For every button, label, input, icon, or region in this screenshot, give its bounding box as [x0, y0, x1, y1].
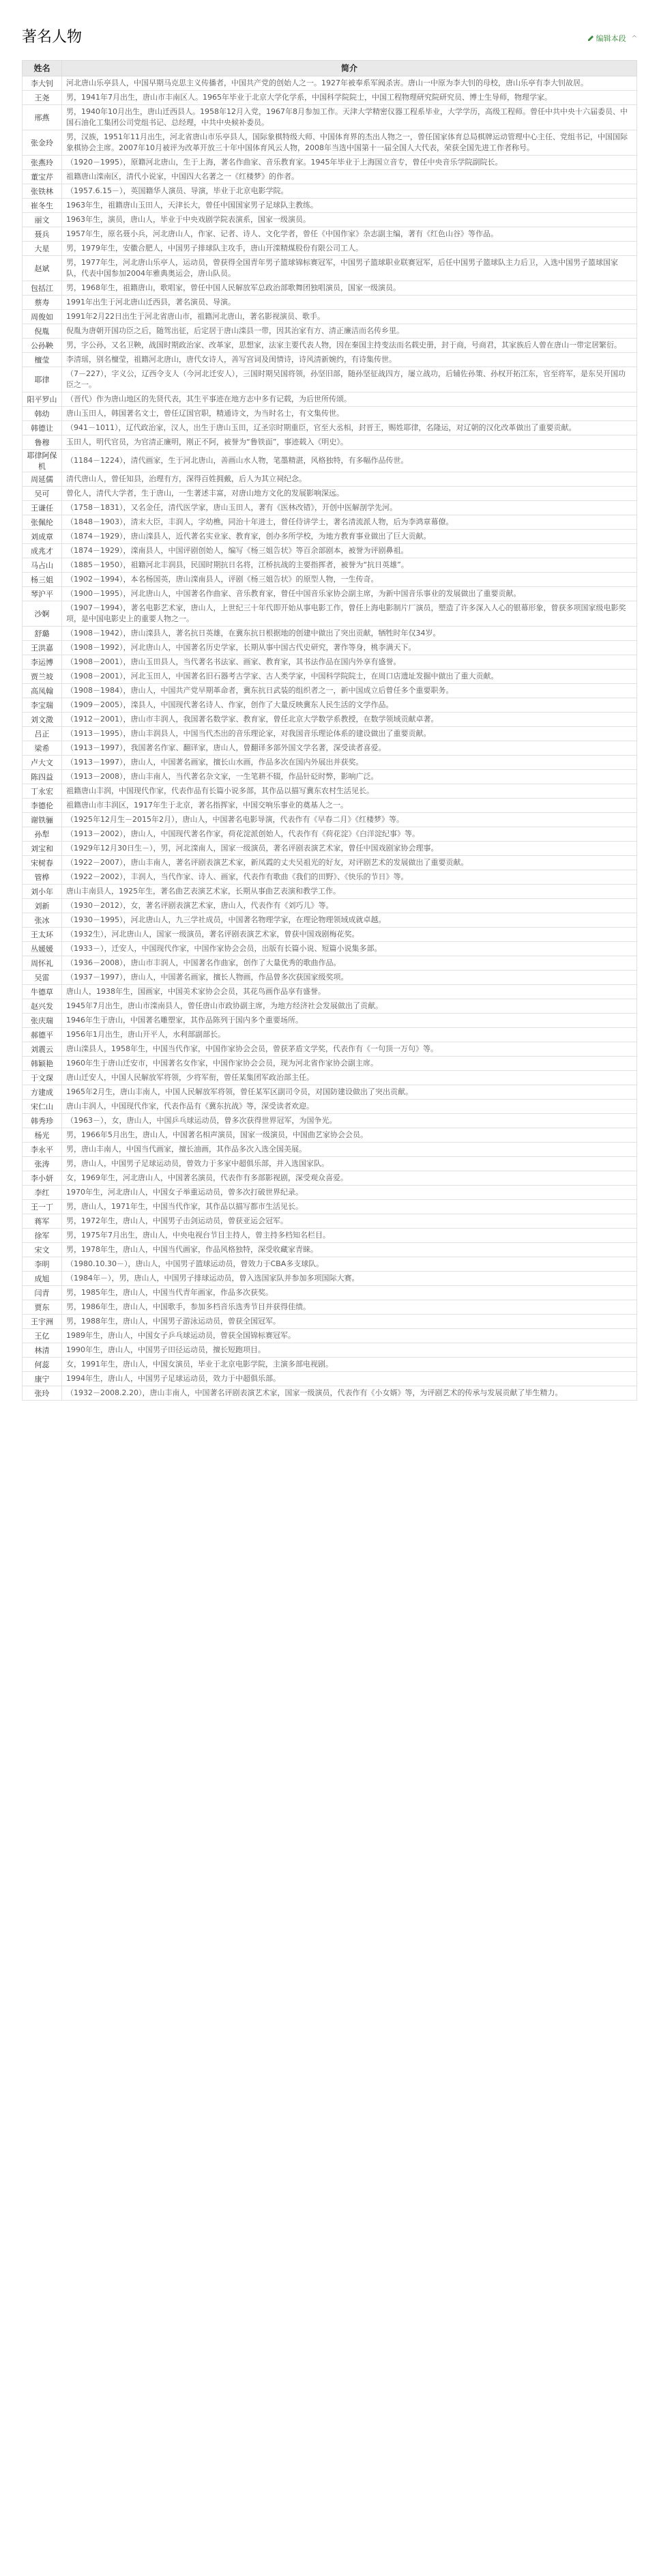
- person-description: 1991年出生于河北唐山迁西县，著名演员、导演。: [62, 296, 637, 310]
- person-description: 1965年2月生，唐山丰南人，中国人民解放军将领，曾任某军区副司令员，对国防建设做出了突出贡献。: [62, 1085, 637, 1100]
- person-description: 男，汉族，1951年11月出生，河北省唐山市乐亭县人，国际象棋特级大师、中国体育界的杰出人物之一，曾任国家体育总局棋牌运动管理中心主任、党组书记，中国国际象棋协会主席。2007年10月被评为改革开放三十年中国体育风云人物，2008年当选中国第十一届全国人大代表，荣获全国先进工作者称号。: [62, 130, 637, 156]
- table-row: [23, 1343, 637, 1358]
- person-description: （1930－1995），河北唐山人，九三学社成员，中国著名物理学家，在理论物理领域成就卓越。: [62, 913, 637, 928]
- person-name: 公孙鞅: [23, 339, 62, 353]
- person-name: 成旭: [23, 1272, 62, 1286]
- person-description: （1885－1950），祖籍河北丰润县，民国时期抗日名将，江桥抗战的主要指挥者，被誉为“抗日英雄”。: [62, 558, 637, 573]
- table-row: [23, 670, 637, 684]
- person-name: 王宇洲: [23, 1315, 62, 1329]
- table-row: [23, 105, 637, 130]
- person-description: 1946年生于唐山，中国著名雕塑家，其作品陈列于国内多个重要场所。: [62, 1014, 637, 1028]
- person-name: 方建成: [23, 1085, 62, 1100]
- person-name: 李明: [23, 1257, 62, 1272]
- table-row: [23, 435, 637, 450]
- person-name: 周俊如: [23, 310, 62, 324]
- person-description: （1908－1992），河北唐山人，中国著名历史学家，长期从事中国古代史研究，著作等身，桃李满天下。: [62, 641, 637, 655]
- person-description: （1908－1942），唐山滦县人，著名抗日英雄，在冀东抗日根据地的创建中做出了突出贡献，牺牲时年仅34岁。: [62, 627, 637, 641]
- table-row: [23, 698, 637, 713]
- person-name: 刘震云: [23, 1042, 62, 1057]
- person-description: 男，字公孙，又名卫鞅，战国时期政治家、改革家，思想家，法家主要代表人物，因在秦国主持变法而名载史册，封于商，号商君，其家族后人曾在唐山一带定居繁衍。: [62, 339, 637, 353]
- table-row: [23, 813, 637, 827]
- table-row: [23, 1300, 637, 1315]
- person-name: 刘新: [23, 899, 62, 913]
- person-description: （1900－1995），河北唐山人，中国著名作曲家、音乐教育家，曾任中国音乐家协会副主席，为新中国音乐事业的发展做出了重要贡献。: [62, 587, 637, 601]
- person-description: 女，1991年生，唐山人，中国女演员，毕业于北京电影学院，主演多部电视剧。: [62, 1358, 637, 1372]
- person-description: （1902－1994），本名杨国英，唐山滦南县人，评剧《杨三姐告状》的原型人物，一生传奇。: [62, 573, 637, 587]
- person-name: 马占山: [23, 558, 62, 573]
- section-title: 著名人物: [22, 29, 83, 46]
- table-row: [23, 1171, 637, 1186]
- person-description: 1963年生，演员，唐山人，毕业于中央戏剧学院表演系，国家一级演员。: [62, 213, 637, 227]
- person-name: 琴沪平: [23, 587, 62, 601]
- table-row: [23, 544, 637, 558]
- person-description: 男，唐山丰南人，中国当代画家，擅长油画，其作品多次入选全国美展。: [62, 1143, 637, 1157]
- person-description: 1991年2月22日出生于河北省唐山市，祖籍河北唐山，著名影视演员、歌手。: [62, 310, 637, 324]
- table-row: [23, 339, 637, 353]
- person-name: 丁永宏: [23, 784, 62, 799]
- person-description: （7－227），字义公，辽西令支人（今河北迁安人），三国时期吴国将领，孙坚旧部，随孙坚征战四方，屡立战功，后辅佐孙策、孙权开拓江东，官至将军，是东吴开国功臣之一。: [62, 367, 637, 392]
- person-name: 杨三姐: [23, 573, 62, 587]
- table-row: [23, 472, 637, 487]
- person-description: （1937－1997），唐山人，中国著名画家，擅长人物画，作品曾多次获国家级奖项。: [62, 971, 637, 985]
- table-row: [23, 367, 637, 392]
- person-name: 李红: [23, 1186, 62, 1200]
- person-name: 韩德让: [23, 421, 62, 435]
- person-name: 宋树春: [23, 856, 62, 870]
- person-description: 清代唐山人，曾任知县，治理有方，深得百姓拥戴，后人为其立祠纪念。: [62, 472, 637, 487]
- person-description: （1933－），迁安人，中国现代作家，中国作家协会会员，出版有长篇小说、短篇小说集多部。: [62, 942, 637, 956]
- table-row: [23, 1100, 637, 1114]
- person-description: （1922－2002），丰润人，当代作家、诗人、画家，代表作有歌曲《我们的田野》、《快乐的节日》等。: [62, 870, 637, 885]
- person-description: 男，1940年10月出生，唐山迁西县人。1958年12月入党，1967年8月参加工作。天津大学精密仪器工程系毕业，大学学历，高级工程师。曾任中共中央十六届委员、中国石油化工集团公司党组书记、总经理，中共中央候补委员。: [62, 105, 637, 130]
- table-row: [23, 1229, 637, 1243]
- person-name: 贾兰坡: [23, 670, 62, 684]
- person-description: 男，1979年生，安徽合肥人，中国男子排球队主攻手，唐山开滦精煤股份有限公司工人。: [62, 242, 637, 256]
- person-description: 李清瑶，别名檀莹，祖籍河北唐山，唐代女诗人，善写宫词及闺情诗，诗风清新婉约，有诗集传世。: [62, 353, 637, 367]
- person-description: 祖籍唐山滦南区，清代小说家，中国四大名著之一《红楼梦》的作者。: [62, 170, 637, 184]
- person-name: 于文琛: [23, 1071, 62, 1085]
- pencil-icon: [587, 35, 594, 42]
- person-name: 耶律阿保机: [23, 450, 62, 472]
- table-row: [23, 856, 637, 870]
- person-name: 邢燕: [23, 105, 62, 130]
- person-description: 唐山迁安人，中国人民解放军将领，少将军衔，曾任某集团军政治部主任。: [62, 1071, 637, 1085]
- table-row: [23, 1014, 637, 1028]
- person-description: （1912－2001），唐山市丰润人，我国著名数学家、教育家，曾任北京大学数学系教授，在数学领域贡献卓著。: [62, 713, 637, 727]
- person-name: 韩幼: [23, 407, 62, 421]
- person-name: 韩颖艳: [23, 1057, 62, 1071]
- person-name: 沙婀: [23, 601, 62, 627]
- collapse-button[interactable]: ^: [631, 34, 637, 42]
- person-description: （1913－1995），唐山丰润县人，中国当代杰出的音乐理论家，对我国音乐理论体系的建设做出了重要贡献。: [62, 727, 637, 741]
- person-name: 闫青: [23, 1286, 62, 1300]
- person-name: 耶律: [23, 367, 62, 392]
- table-row: [23, 913, 637, 928]
- table-row: [23, 971, 637, 985]
- table-row: [23, 1386, 637, 1401]
- person-name: 刘文澂: [23, 713, 62, 727]
- person-description: （1908－2001），唐山玉田县人，当代著名书法家、画家、教育家，其书法作品在国内外享有盛誉。: [62, 655, 637, 670]
- person-name: 陈四益: [23, 770, 62, 784]
- person-description: （1932生），河北唐山人，国家一级演员，著名评剧表演艺术家，曾获中国戏剧梅花奖。: [62, 928, 637, 942]
- table-row: [23, 999, 637, 1014]
- person-description: （晋代）作为唐山地区的先贤代表，其生平事迹在地方志中多有记载，为后世所传颂。: [62, 392, 637, 407]
- person-description: （1913－2002），唐山人，中国现代著名作家，荷花淀派创始人，代表作有《荷花淀》《白洋淀纪事》等。: [62, 827, 637, 842]
- person-name: 丽文: [23, 213, 62, 227]
- person-description: 男，1988年生，唐山人，中国男子游泳运动员，曾获全国冠军。: [62, 1315, 637, 1329]
- person-name: 成兆才: [23, 544, 62, 558]
- table-row: [23, 242, 637, 256]
- table-row: [23, 407, 637, 421]
- person-name: 王一丁: [23, 1200, 62, 1214]
- table-row: [23, 942, 637, 956]
- table-row: [23, 558, 637, 573]
- person-name: 李大钊: [23, 76, 62, 91]
- table-row: [23, 170, 637, 184]
- table-row: [23, 885, 637, 899]
- person-description: 唐山玉田人，韩国著名文士，曾任辽国官职，精通诗文，为当时名士，有文集传世。: [62, 407, 637, 421]
- person-description: 男，1986年生，唐山人，中国歌手，参加多档音乐选秀节目并获得佳绩。: [62, 1300, 637, 1315]
- table-row: [23, 256, 637, 281]
- person-description: （1908－1984），唐山人，中国共产党早期革命者，冀东抗日武装的组织者之一，新中国成立后曾任多个重要职务。: [62, 684, 637, 698]
- table-row: [23, 827, 637, 842]
- person-description: （1909－2005），滦县人，中国现代著名诗人、作家，创作了大量反映冀东人民生活的文学作品。: [62, 698, 637, 713]
- person-description: 男，1978年生，唐山人，中国当代画家，作品风格独特，深受收藏家青睐。: [62, 1243, 637, 1257]
- person-description: （1908－2001），河北玉田人，中国著名旧石器考古学家、古人类学家，中国科学院院士，在周口店遗址发掘中做出了重大贡献。: [62, 670, 637, 684]
- person-description: （1980.10.30－），唐山人，中国男子篮球运动员，曾效力于CBA多支球队。: [62, 1257, 637, 1272]
- person-name: 杨光: [23, 1128, 62, 1143]
- person-name: 蔡寿: [23, 296, 62, 310]
- person-description: 1970年生，河北唐山人，中国女子举重运动员，曾多次打破世界纪录。: [62, 1186, 637, 1200]
- table-row: [23, 353, 637, 367]
- people-table: [22, 60, 637, 1401]
- person-description: 唐山丰南县人，1925年生，著名曲艺表演艺术家，长期从事曲艺表演和教学工作。: [62, 885, 637, 899]
- table-row: [23, 296, 637, 310]
- table-row: [23, 587, 637, 601]
- person-name: 梁希: [23, 741, 62, 756]
- person-name: 王太环: [23, 928, 62, 942]
- table-row: [23, 1114, 637, 1128]
- person-description: （1930－2012），女，著名评剧表演艺术家，唐山人，代表作有《刘巧儿》等。: [62, 899, 637, 913]
- person-description: （1184－1224），清代画家，生于河北唐山，善画山水人物，笔墨精湛，风格独特，有多幅作品传世。: [62, 450, 637, 472]
- section-header: [22, 27, 637, 60]
- person-description: 1963年生，祖籍唐山玉田人，天津长大，曾任中国国家男子足球队主教练。: [62, 199, 637, 213]
- person-name: 崔冬生: [23, 199, 62, 213]
- table-row: [23, 727, 637, 741]
- table-row: [23, 1028, 637, 1042]
- person-description: （1848－1903），清末大臣，丰润人，字幼樵，同治十年进士，曾任侍讲学士，著名清流派人物，后为李鸿章幕僚。: [62, 515, 637, 530]
- person-description: 1960年生于唐山迁安市，中国著名女作家，中国作家协会会员，现为河北省作家协会副主席。: [62, 1057, 637, 1071]
- person-name: 张燕玲: [23, 156, 62, 170]
- table-row: [23, 1243, 637, 1257]
- person-description: 1957年生，原名聂小兵，河北唐山人，作家、记者、诗人、文化学者，曾任《中国作家》杂志副主编，著有《红色山谷》等作品。: [62, 227, 637, 242]
- person-name: 宋文: [23, 1243, 62, 1257]
- table-row: [23, 1057, 637, 1071]
- person-description: （1874－1929），滦南县人，中国评剧创始人，编写《杨三姐告状》等百余部剧本，被誉为评剧鼻祖。: [62, 544, 637, 558]
- edit-label: 编辑本段: [596, 34, 626, 43]
- table-row: [23, 1042, 637, 1057]
- table-row: [23, 1186, 637, 1200]
- table-row: [23, 130, 637, 156]
- person-name: 王洪嘉: [23, 641, 62, 655]
- table-row: [23, 899, 637, 913]
- table-row: [23, 655, 637, 670]
- person-name: 蒋军: [23, 1214, 62, 1229]
- person-name: 董宝芹: [23, 170, 62, 184]
- person-description: （1920－1995），原籍河北唐山，生于上海，著名作曲家、音乐教育家。1945年毕业于上海国立音专，曾任中央音乐学院副院长。: [62, 156, 637, 170]
- person-name: 林清: [23, 1343, 62, 1358]
- person-name: 丛媛媛: [23, 942, 62, 956]
- person-name: 管桦: [23, 870, 62, 885]
- table-row: [23, 799, 637, 813]
- table-row: [23, 213, 637, 227]
- person-name: 张佩纶: [23, 515, 62, 530]
- table-row: [23, 1200, 637, 1214]
- table-row: [23, 770, 637, 784]
- table-row: [23, 1286, 637, 1300]
- table-row: [23, 842, 637, 856]
- person-name: 吴雷: [23, 971, 62, 985]
- person-name: 吕正: [23, 727, 62, 741]
- person-name: 张涛: [23, 1157, 62, 1171]
- person-name: 徐军: [23, 1229, 62, 1243]
- table-row: [23, 713, 637, 727]
- table-row: [23, 1128, 637, 1143]
- table-row: [23, 1157, 637, 1171]
- table-row: [23, 515, 637, 530]
- person-description: 1990年生，唐山人，中国男子田径运动员，擅长短跑项目。: [62, 1343, 637, 1358]
- person-name: 倪胤: [23, 324, 62, 339]
- person-description: （1936－2008），唐山市丰润人，中国著名作曲家，创作了大量优秀的歌曲作品。: [62, 956, 637, 971]
- table-row: [23, 324, 637, 339]
- table-row: [23, 450, 637, 472]
- person-name: 王亿: [23, 1329, 62, 1343]
- table-row: [23, 530, 637, 544]
- person-description: （1907－1994），著名电影艺术家，唐山人，上世纪三十年代即开始从事电影工作，曾任上海电影制片厂演员，塑造了许多深入人心的银幕形象，曾获多项国家级电影奖项，是中国电影史上的重要人物之一。: [62, 601, 637, 627]
- table-row: [23, 601, 637, 627]
- table-row: [23, 487, 637, 501]
- table-row: [23, 1257, 637, 1272]
- edit-button[interactable]: [587, 33, 626, 44]
- person-name: 刘小年: [23, 885, 62, 899]
- person-name: 孙犁: [23, 827, 62, 842]
- person-description: （1913－1997），唐山人，中国著名画家，擅长山水画，作品多次在国内外展出并获奖。: [62, 756, 637, 770]
- table-row: [23, 1315, 637, 1329]
- person-name: 聂兵: [23, 227, 62, 242]
- person-name: 何蕊: [23, 1358, 62, 1372]
- person-description: 河北唐山乐亭县人，中国早期马克思主义传播者，中国共产党的创始人之一。1927年被奉系军阀杀害。唐山一中原为李大钊的母校，唐山乐亭有李大钊故居。: [62, 76, 637, 91]
- person-name: 宋仁山: [23, 1100, 62, 1114]
- person-description: 男，1977年生，河北唐山乐亭人，运动员，曾获得全国青年男子篮球锦标赛冠军，中国男子篮球职业联赛冠军，后任中国男子篮球队主力后卫，入选中国男子篮球国家队，代表中国参加2004年雅典奥运会，唐山队员。: [62, 256, 637, 281]
- person-description: 曾化人，清代大学者，生于唐山，一生著述丰富，对唐山地方文化的发展影响深远。: [62, 487, 637, 501]
- table-row: [23, 956, 637, 971]
- person-name: 张玲: [23, 1386, 62, 1401]
- person-name: 鲁穆: [23, 435, 62, 450]
- person-description: 男，1975年7月出生，唐山人，中央电视台节目主持人，曾主持多档知名栏目。: [62, 1229, 637, 1243]
- person-name: 阳平罗山: [23, 392, 62, 407]
- table-row: [23, 501, 637, 515]
- person-description: （1874－1929），唐山滦县人，近代著名实业家、教育家，创办多所学校，为地方教育事业做出了巨大贡献。: [62, 530, 637, 544]
- table-row: [23, 784, 637, 799]
- person-name: 舒璐: [23, 627, 62, 641]
- person-name: 李永平: [23, 1143, 62, 1157]
- table-row: [23, 627, 637, 641]
- person-description: 男，唐山人，1971年生，中国当代作家，其作品以描写都市生活见长。: [62, 1200, 637, 1214]
- person-name: 檀莹: [23, 353, 62, 367]
- table-row: [23, 928, 637, 942]
- person-name: 刘宝和: [23, 842, 62, 856]
- person-name: 卢大文: [23, 756, 62, 770]
- person-description: （1932－2008.2.20），唐山丰南人，中国著名评剧表演艺术家，国家一级演员，代表作有《小女婿》等，为评剧艺术的传承与发展贡献了毕生精力。: [62, 1386, 637, 1401]
- person-name: 高凤翰: [23, 684, 62, 698]
- person-description: 男，1966年5月出生，唐山人，中国著名相声演员，国家一级演员，中国曲艺家协会会员。: [62, 1128, 637, 1143]
- person-description: （1929年12月30日生－），男，河北滦南人，国家一级演员，著名评剧表演艺术家，曾任中国戏剧家协会理事。: [62, 842, 637, 856]
- person-description: （1913－2008），唐山丰南人，当代著名杂文家，一生笔耕不辍，作品针砭时弊，影响广泛。: [62, 770, 637, 784]
- person-description: 倪胤为唐朝开国功臣之后，随驾出征，后定居于唐山滦县一带，因其治家有方、清正廉洁而名传乡里。: [62, 324, 637, 339]
- person-description: 男，1972年生，唐山人，中国男子击剑运动员，曾获亚运会冠军。: [62, 1214, 637, 1229]
- table-row: [23, 281, 637, 296]
- header-intro: 简介: [62, 61, 637, 76]
- table-row: [23, 573, 637, 587]
- table-row: [23, 741, 637, 756]
- table-row: [23, 756, 637, 770]
- person-description: 祖籍唐山丰润，中国现代作家，代表作品有长篇小说多部，其作品以描写冀东农村生活见长。: [62, 784, 637, 799]
- person-description: 唐山人，1938年生，国画家，中国美术家协会会员，其花鸟画作品享有盛誉。: [62, 985, 637, 999]
- person-description: 男，1941年7月出生，唐山市丰南区人。1965年毕业于北京大学化学系，中国科学院院士，中国工程物理研究院研究员、博士生导师，物理学家。: [62, 91, 637, 105]
- person-description: （1963－），女，唐山人，中国乒乓球运动员，曾多次获得世界冠军，为国争光。: [62, 1114, 637, 1128]
- person-description: 唐山滦县人，1958年生，中国当代作家，中国作家协会会员，曾获茅盾文学奖，代表作有《一句顶一万句》等。: [62, 1042, 637, 1057]
- table-row: [23, 76, 637, 91]
- table-row: [23, 421, 637, 435]
- table-row: [23, 1329, 637, 1343]
- person-name: 贾东: [23, 1300, 62, 1315]
- person-name: 谢铁骊: [23, 813, 62, 827]
- table-header-row: [23, 61, 637, 76]
- table-row: [23, 227, 637, 242]
- person-description: 唐山丰润人，中国现代作家，代表作品有《冀东抗战》等，深受读者欢迎。: [62, 1100, 637, 1114]
- person-name: 张冰: [23, 913, 62, 928]
- table-row: [23, 1272, 637, 1286]
- table-row: [23, 199, 637, 213]
- person-name: 刘成章: [23, 530, 62, 544]
- person-name: 康宁: [23, 1372, 62, 1386]
- person-name: 李运博: [23, 655, 62, 670]
- person-description: 1956年1月出生，唐山开平人，水利部副部长。: [62, 1028, 637, 1042]
- person-description: （1925年12月生－2015年2月），唐山人，中国著名电影导演，代表作有《早春二月》《红楼梦》等。: [62, 813, 637, 827]
- person-name: 韩秀珍: [23, 1114, 62, 1128]
- person-name: 牛德草: [23, 985, 62, 999]
- person-name: 包括江: [23, 281, 62, 296]
- person-name: 赵斌: [23, 256, 62, 281]
- person-description: （1913－1997），我国著名作家、翻译家，唐山人，曾翻译多部外国文学名著，深受读者喜爱。: [62, 741, 637, 756]
- person-description: 男，1968年生，祖籍唐山，歌唱家，曾任中国人民解放军总政治部歌舞团独唱演员，国家一级演员。: [62, 281, 637, 296]
- person-name: 大星: [23, 242, 62, 256]
- table-row: [23, 310, 637, 324]
- person-name: 李宝瑞: [23, 698, 62, 713]
- person-name: 张铁林: [23, 184, 62, 199]
- table-row: [23, 1372, 637, 1386]
- person-name: 赵兴发: [23, 999, 62, 1014]
- person-name: 郝德平: [23, 1028, 62, 1042]
- person-name: 李德伦: [23, 799, 62, 813]
- table-row: [23, 870, 637, 885]
- table-row: [23, 91, 637, 105]
- person-description: 祖籍唐山市丰润区，1917年生于北京，著名指挥家，中国交响乐事业的奠基人之一。: [62, 799, 637, 813]
- table-row: [23, 1214, 637, 1229]
- person-name: 王尧: [23, 91, 62, 105]
- table-row: [23, 641, 637, 655]
- person-name: 周延儒: [23, 472, 62, 487]
- person-description: （1758－1831），又名金任，清代医学家，唐山玉田人，著有《医林改错》，开创中医解剖学先河。: [62, 501, 637, 515]
- table-row: [23, 156, 637, 170]
- section-actions: [587, 33, 637, 44]
- person-description: 1945年7月出生，唐山市滦南县人，曾任唐山市政协副主席，为地方经济社会发展做出了贡献。: [62, 999, 637, 1014]
- person-name: 吴可: [23, 487, 62, 501]
- person-name: 李小妍: [23, 1171, 62, 1186]
- person-description: （941－1011），辽代政治家，汉人，出生于唐山玉田，辽圣宗时期重臣，官至大丞相，封晋王，赐姓耶律，名隆运，对辽朝的汉化改革做出了重要贡献。: [62, 421, 637, 435]
- table-row: [23, 1358, 637, 1372]
- person-description: 女，1969年生，河北唐山人，中国著名演员，代表作有多部影视剧，深受观众喜爱。: [62, 1171, 637, 1186]
- table-row: [23, 684, 637, 698]
- person-name: 张庆瑞: [23, 1014, 62, 1028]
- person-description: （1957.6.15－），英国籍华人演员、导演，毕业于北京电影学院。: [62, 184, 637, 199]
- table-row: [23, 392, 637, 407]
- person-description: （1922－2007），唐山丰南人，著名评剧表演艺术家，新凤霞的丈夫吴祖光的好友，对评剧艺术的发展做出了重要贡献。: [62, 856, 637, 870]
- table-row: [23, 1143, 637, 1157]
- person-description: 男，1985年生，唐山人，中国当代青年画家，作品多次获奖。: [62, 1286, 637, 1300]
- person-description: 玉田人，明代官员，为官清正廉明，刚正不阿，被誉为“鲁铁面”，事迹载入《明史》。: [62, 435, 637, 450]
- table-body: [23, 76, 637, 1401]
- person-name: 王谦任: [23, 501, 62, 515]
- table-row: [23, 184, 637, 199]
- person-name: 周怀礼: [23, 956, 62, 971]
- table-row: [23, 1085, 637, 1100]
- table-row: [23, 1071, 637, 1085]
- person-description: （1984年－），男，唐山人，中国男子排球运动员，曾入选国家队并参加多项国际大赛。: [62, 1272, 637, 1286]
- person-description: 男，唐山人，中国男子足球运动员，曾效力于多家中超俱乐部，并入选国家队。: [62, 1157, 637, 1171]
- header-name: 姓名: [23, 61, 62, 76]
- person-description: 1994年生，唐山人，中国男子足球运动员，效力于中超俱乐部。: [62, 1372, 637, 1386]
- person-description: 1989年生，唐山人，中国女子乒乓球运动员，曾获全国锦标赛冠军。: [62, 1329, 637, 1343]
- table-row: [23, 985, 637, 999]
- person-name: 张金玲: [23, 130, 62, 156]
